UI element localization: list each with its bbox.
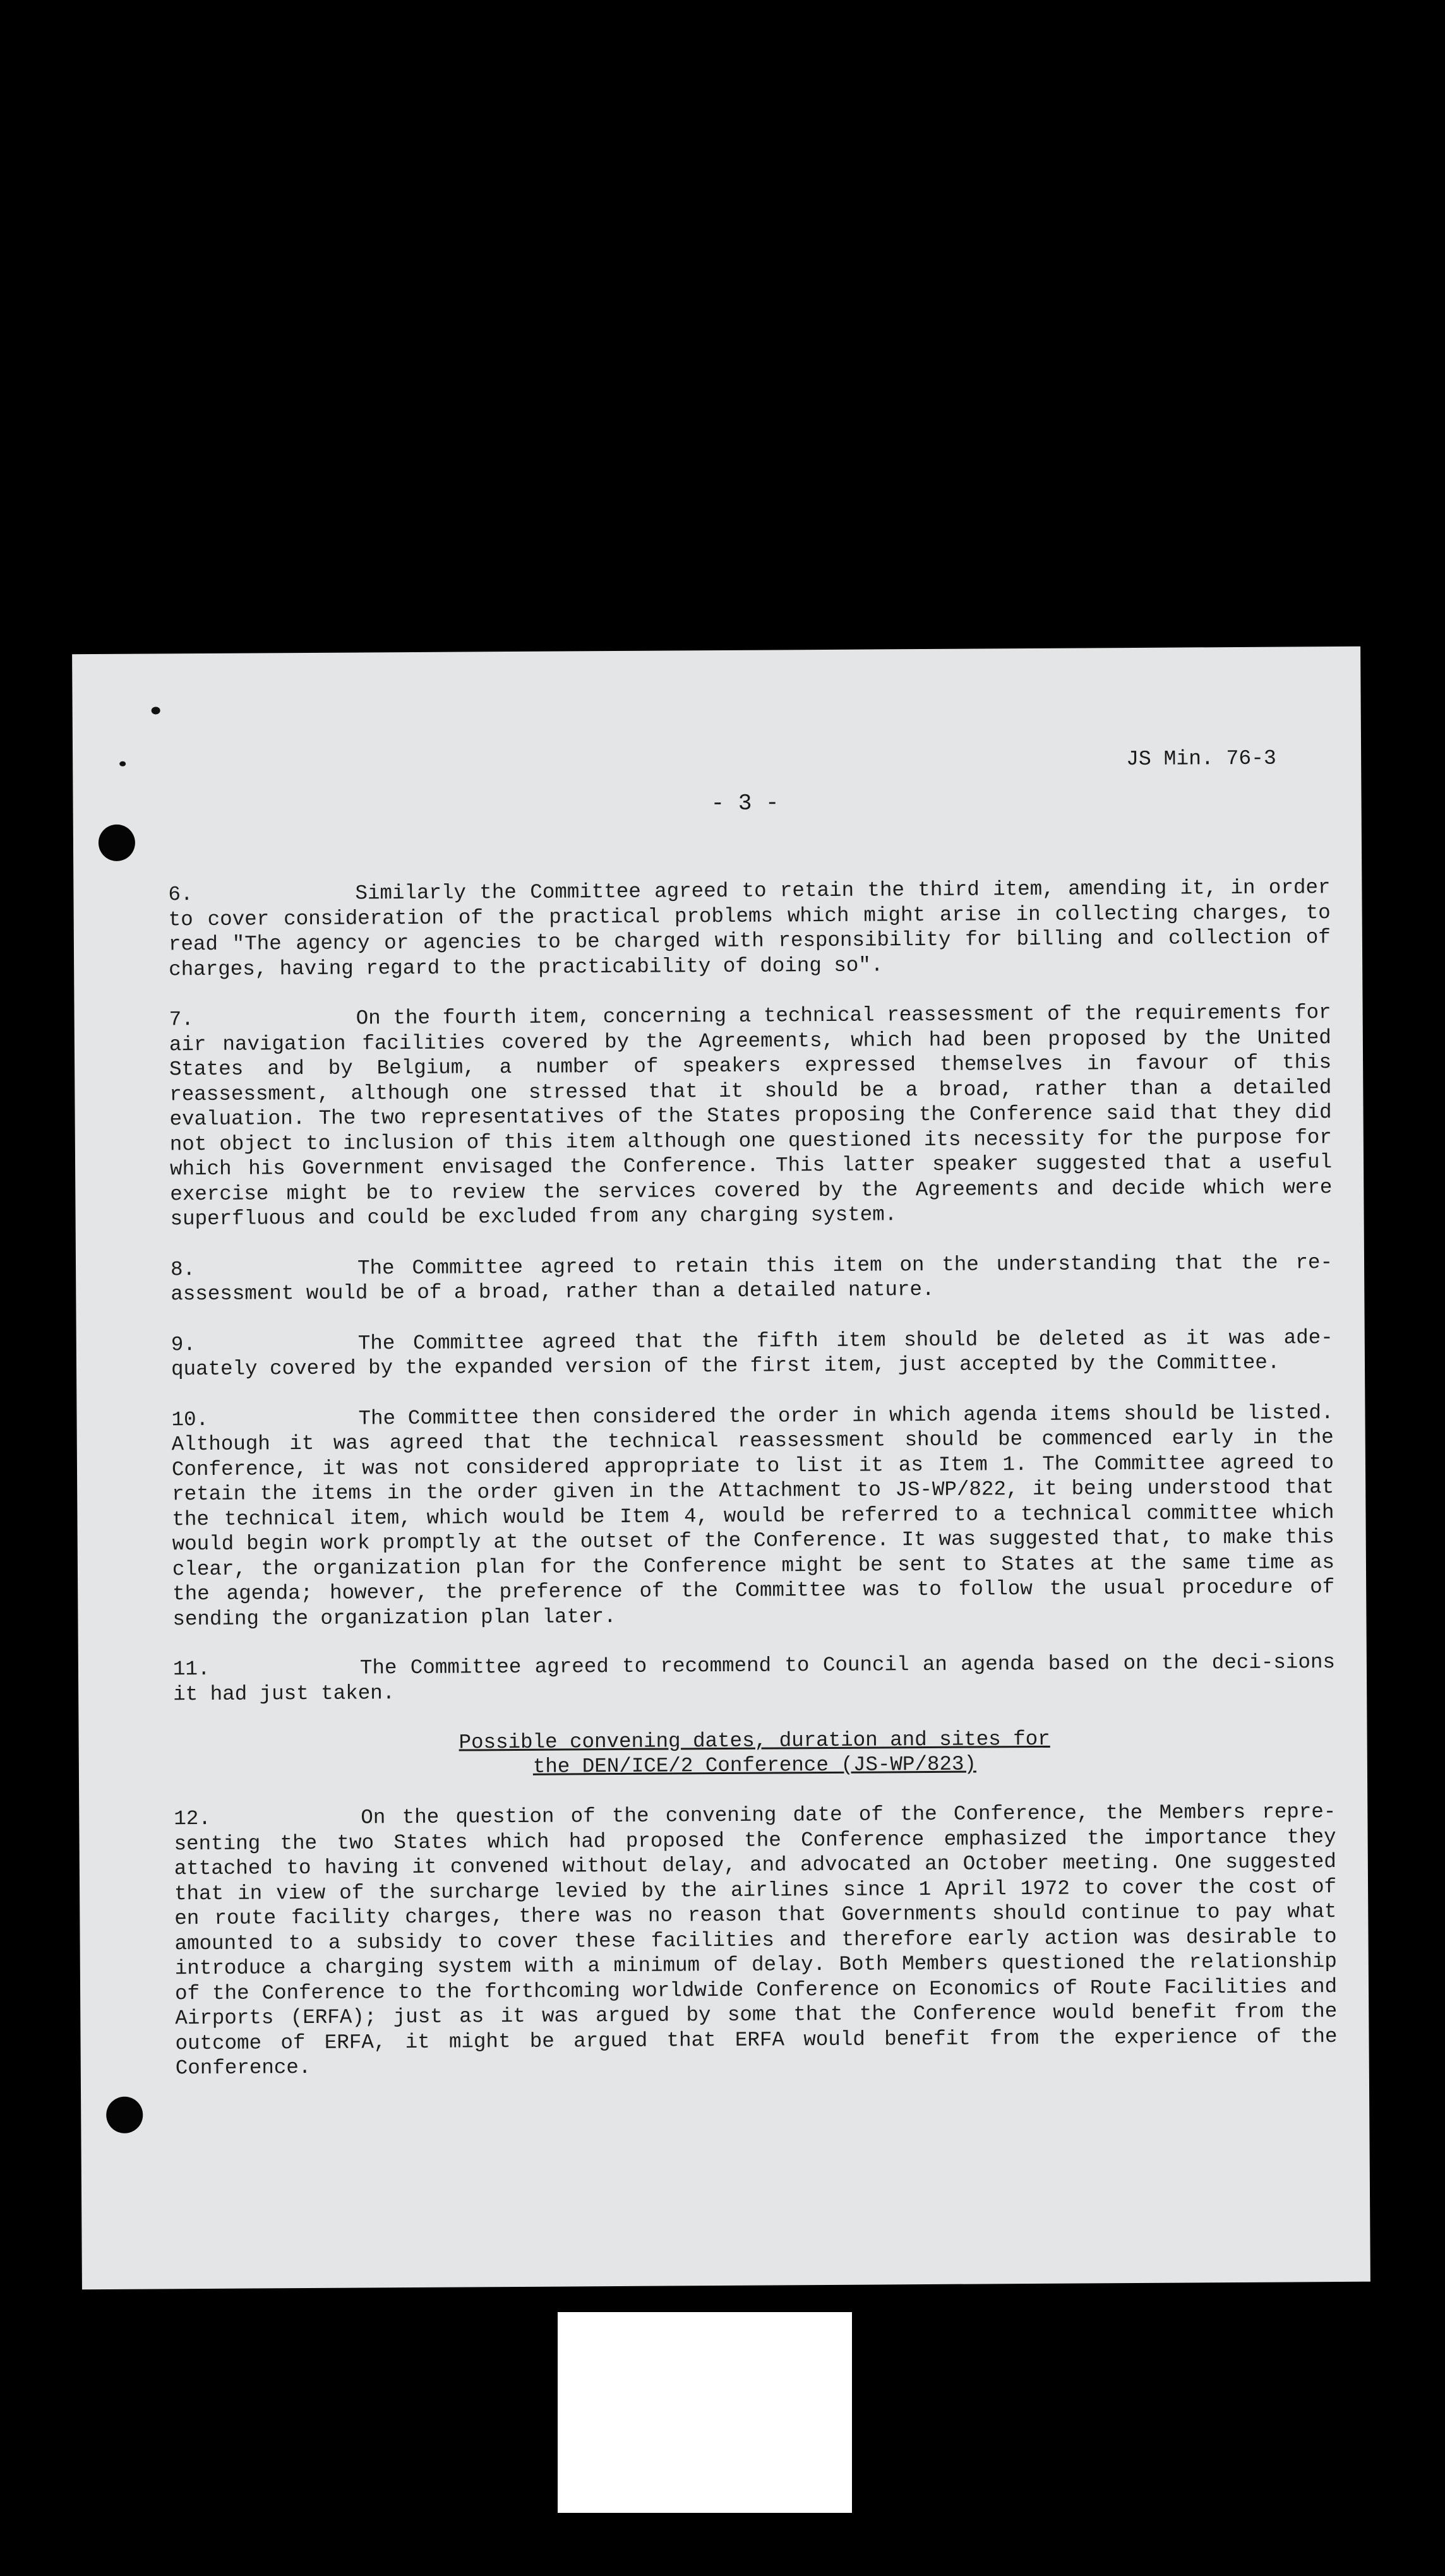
paragraph-11 bbox=[173, 1650, 1335, 1707]
section-heading-line-2: the DEN/ICE/2 Conference (JS-WP/823) bbox=[532, 1752, 977, 1779]
paragraph-text: On the fourth item, concerning a technical reassessment of the requirements for air navigation facilities covered by the Agreements, which had been proposed by the United States and by Belgium, a number of speakers expressed themselves in favour of this reassessment, although one stressed that it should be a broad, rather than a detailed evaluation. The two representatives of the States proposing the Conference said that they did not object to inclusion of this item although one questioned its necessity for the purpose for which his Government envisaged the Conference. This latter speaker suggested that a useful exercise might be to review the services covered by the Agreements and decide which were superfluous and could be excluded from any charging system. bbox=[169, 1001, 1333, 1231]
paragraph-number: 8. bbox=[170, 1257, 196, 1281]
paragraph-text: The Committee agreed to retain this item on the understanding that the re-assessment would be of a broad, rather than a detailed nature. bbox=[171, 1250, 1333, 1306]
ink-speck bbox=[119, 761, 126, 766]
paragraph-number: 10. bbox=[171, 1407, 209, 1431]
paragraph-text: On the question of the convening date of the Conference, the Members repre-senting the two States which had proposed the Conference emphasized the importance they attached to having it convened without delay, and advocated an October meeting. One suggested that in view of the surcharge levied by the airlines since 1 April 1972 to cover the cost of en route facility charges, there was no reason that Governments should continue to pay what amounted to a subsidy to cover these facilities and therefore early action was desirable to introduce a charging system with a minimum of delay. Both Members questioned the relationship of the Conference to the forthcoming worldwide Conference on Economics of Route Facilities and Airports (ERFA); just as it was argued by some that the Conference would benefit from the outcome of ERFA, it might be argued that ERFA would benefit from the experience of the Conference. bbox=[174, 1800, 1338, 2080]
paragraph-text: The Committee agreed that the fifth item should be deleted as it was ade-quately covered by the expanded version of the first item, just accepted by the Committee. bbox=[171, 1325, 1333, 1381]
paragraph-number: 7. bbox=[169, 1008, 194, 1032]
punch-hole-top bbox=[99, 825, 135, 861]
blank-target-slip bbox=[558, 2312, 852, 2513]
paragraph-8 bbox=[171, 1250, 1333, 1307]
ink-speck bbox=[152, 707, 160, 714]
paragraph-9 bbox=[171, 1325, 1333, 1382]
paragraph-10 bbox=[171, 1400, 1334, 1632]
paragraph-number: 12. bbox=[174, 1806, 212, 1831]
paragraph-number: 9. bbox=[171, 1332, 196, 1356]
punch-hole-bottom bbox=[106, 2097, 143, 2133]
document-reference: JS Min. 76-3 bbox=[1126, 746, 1276, 772]
paragraph-text: The Committee then considered the order in which agenda items should be listed. Although it was agreed that the technical reassessment should be commenced early in the Conference, it was not considered appropriate to list it as Item 1. The Committee agreed to retain the items in the order given in the Attachment to JS-WP/822, it being understood that the technical item, which would be Item 4, would be referred to a technical committee which would begin work promptly at the outset of the Conference. It was suggested that, to make this clear, the organization plan for the Conference might be sent to States at the same time as the agenda; however, the preference of the Committee was to follow the usual procedure of sending the organization plan later. bbox=[171, 1400, 1335, 1631]
paragraph-7 bbox=[169, 1000, 1333, 1232]
page-number: - 3 - bbox=[711, 790, 779, 817]
paragraph-number: 6. bbox=[168, 883, 193, 907]
document-page bbox=[72, 647, 1370, 2289]
paragraph-12 bbox=[174, 1799, 1338, 2081]
paragraph-6 bbox=[168, 875, 1331, 982]
section-heading-line-1: Possible convening dates, duration and sites for bbox=[459, 1727, 1050, 1755]
section-heading bbox=[174, 1725, 1336, 1781]
paragraph-text: The Committee agreed to recommend to Council an agenda based on the deci-sions it had just taken. bbox=[173, 1650, 1336, 1706]
paragraph-number: 11. bbox=[172, 1657, 210, 1681]
paragraph-text: Similarly the Committee agreed to retain the third item, amending it, in order to cover consideration of the practical problems which might arise in collecting charges, to read "The agency or agencies to be charged with responsibility for billing and collection of charges, having regard to the practicability of doing so". bbox=[168, 876, 1331, 981]
document-body bbox=[168, 875, 1338, 2106]
